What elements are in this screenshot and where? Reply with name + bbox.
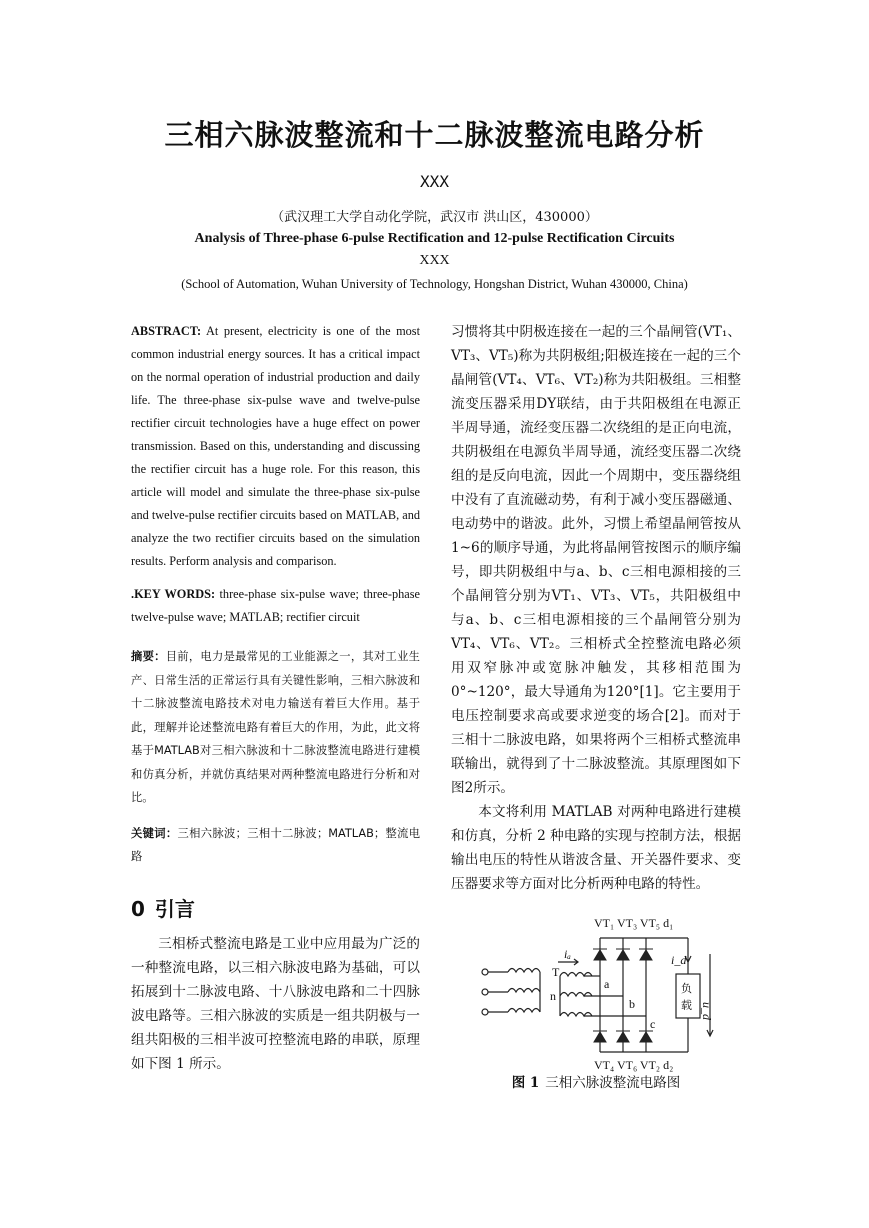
section-title: 引言 [154, 896, 195, 921]
abstract-cn-label: 摘要： [131, 650, 166, 663]
english-affiliation: (School of Automation, Wuhan University of Technology, Hongshan District, Wuhan 430000, China) [181, 277, 688, 291]
keywords-label: .KEY WORDS: [131, 587, 216, 601]
phase-c-label: c [650, 1017, 656, 1031]
english-author: XXX [419, 253, 450, 268]
terminal-icon [482, 1009, 488, 1015]
affiliation: （武汉理工大学自动化学院，武汉市 洪山区，430000） [271, 210, 598, 225]
figure-caption [451, 1071, 741, 1091]
voltage-ud-label: u_d [700, 1002, 714, 1020]
caption-label: 图 1 [511, 1075, 540, 1091]
thyristor-icon [594, 1032, 606, 1042]
current-id-label: i_d [671, 953, 687, 967]
terminal-icon [482, 969, 488, 975]
author: XXX [420, 172, 449, 191]
top-device-labels: VT₁ VT₃ VT₅ d₁ [594, 916, 674, 930]
paper-title: 三相六脉波整流和十二脉波整流电路分析 [164, 118, 705, 152]
coil-icon [508, 1009, 540, 1013]
keywords-cn-text: 三相六脉波；三相十二脉波；MATLAB；整流电路 [131, 826, 420, 863]
thyristor-icon [617, 1032, 629, 1042]
abstract-chinese [131, 645, 420, 810]
transformer-label: T [552, 965, 560, 979]
abstract-cn-text: 目前，电力是最常见的工业能源之一，其对工业生产、日常生活的正常运行具有关键性影响，三相六脉波和十二脉波整流电路技术对电力输送有着巨大作用。基于此，理解并论述整流电路有着巨大的作用，为此，此文将基于MATLAB对三相六脉波和十二脉波整流电路进行建模和仿真分析，并就仿真结果对两种整流电路进行分析和对比。 [131, 650, 420, 804]
thyristor-icon [640, 950, 652, 960]
current-ia-label: iₐ [564, 947, 571, 961]
keywords-text: three-phase six-pulse wave; three-phase twelve-pulse wave; MATLAB; rectifier circuit [131, 587, 420, 624]
thyristor-icon [617, 950, 629, 960]
continued-paragraph: 习惯将其中阴极连接在一起的三个晶闸管(VT₁、VT₃、VT₅)称为共阴极组;阳极连接在一起的三个晶闸管(VT₄、VT₆、VT₂)称为共阳极组。三相整流变压器采用DY联结，由于共阳极组在电源正半周导通，流经变压器二次绕组的是正向电流，共阴极组在电源负半周导通，流经变压器二次绕组的是反向电流，因此一个周期中，变压器绕组中没有了直流磁动势，有利于减小变压器磁通、电动势中的谐波。此外，习惯上希望晶闸管按从1~6的顺序导通，为此将晶闸管按图示的顺序编号，即共阴极组中与a、b、c三相电源相接的三个晶闸管分别为VT₁、VT₃、VT₅，共阳极组中与a、b、c三相电源相接的三个晶闸管分别为VT₄、VT₆、VT₂。三相桥式全控整流电路必须用双窄脉冲或宽脉冲触发，其移相范围为0°~120°，最大导通角为120°[1]。它主要用于电压控制要求高或要求逆变的场合[2]。而对于三相十二脉波电路，如果将两个三相桥式整流串联输出，就得到了十二脉波整流。其原理图如下图2所示。 [451, 324, 741, 796]
keywords-chinese [131, 822, 420, 869]
bottom-device-labels: VT₄ VT₆ VT₂ d₂ [594, 1058, 674, 1072]
keywords-english [131, 583, 420, 629]
abstract-english [131, 320, 420, 573]
terminal-icon [482, 989, 488, 995]
coil-icon [508, 989, 540, 993]
load-label-2: 载 [681, 999, 692, 1012]
left-column [131, 320, 420, 1076]
right-column [451, 320, 741, 896]
abstract-text: At present, electricity is one of the most common industrial energy sources. It has a critical impact on the normal operation of industrial production and daily life. The three-phase six-pulse wave and twelve-pulse rectifier circuit technologies have a huge effect on power transmission. Based on this, understanding and discussing the rectifier circuit has a huge role. For this reason, this article will model and simulate the three-phase six-pulse and twelve-pulse rectifier circuits based on MATLAB, and analyze the two rectifier circuits based on the simulation results. Perform analysis and comparison. [131, 324, 420, 568]
neutral-label: n [550, 989, 556, 1003]
phase-b-label: b [629, 997, 635, 1011]
section-heading [131, 893, 420, 922]
intro-paragraph: 三相桥式整流电路是工业中应用最为广泛的一种整流电路，以三相六脉波电路为基础，可以拓展到十二脉波电路、十八脉波电路和二十四脉波电路等。三相六脉波的实质是一组共阴极与一组共阳极的三相半波可控整流电路的串联，原理如下图 1 所示。 [131, 935, 420, 1072]
coil-icon [508, 969, 540, 973]
phase-a-label: a [604, 977, 610, 991]
keywords-cn-label: 关键词： [131, 826, 178, 840]
section-number: 0 [131, 896, 145, 921]
thyristor-icon [594, 950, 606, 960]
caption-text: 三相六脉波整流电路图 [545, 1075, 681, 1091]
load-label-1: 负 [681, 982, 692, 995]
english-title: Analysis of Three-phase 6-pulse Rectification and 12-pulse Rectification Circuits [194, 231, 675, 246]
circuit-diagram [478, 914, 718, 1074]
method-paragraph: 本文将利用 MATLAB 对两种电路进行建模和仿真，分析 2 种电路的实现与控制方法，根据输出电压的特性从谐波含量、开关器件要求、变压器要求等方面对比分析两种电路的特性。 [451, 804, 741, 892]
abstract-label: ABSTRACT: [131, 324, 202, 338]
thyristor-icon [640, 1032, 652, 1042]
